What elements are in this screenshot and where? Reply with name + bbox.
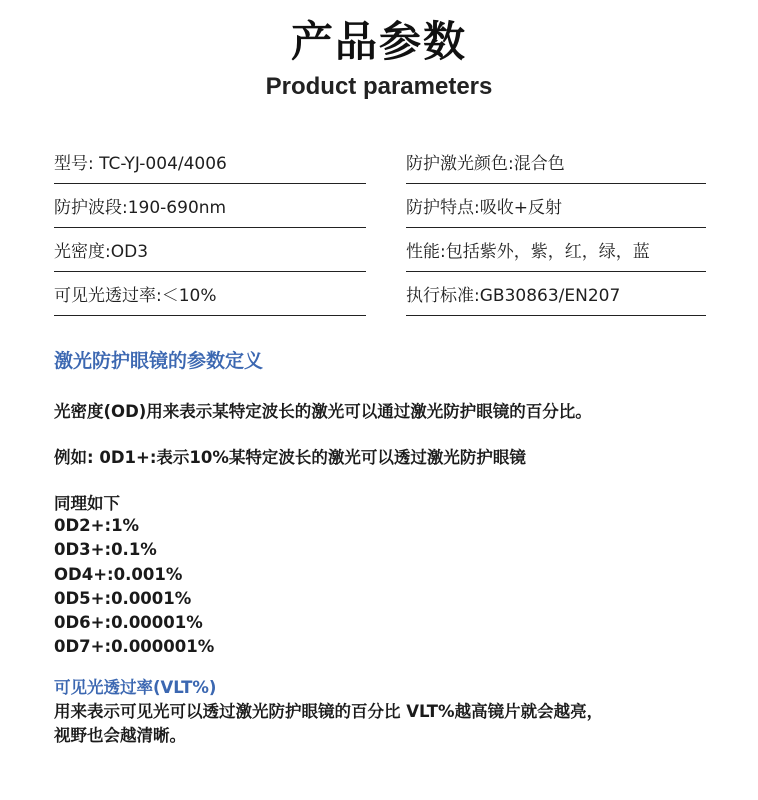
list-item: 0D2+:1% — [54, 516, 140, 535]
od-list — [54, 514, 214, 660]
param-performance: 性能:包括紫外，紫，红，绿，蓝 — [406, 228, 706, 272]
param-laser-color: 防护激光颜色:混合色 — [406, 140, 706, 184]
list-item: 0D6+:0.00001% — [54, 613, 203, 633]
vlt-heading: 可见光透过率(VLT%) — [54, 678, 217, 697]
page-header — [0, 14, 758, 102]
param-wavelength: 防护波段:190-690nm — [54, 184, 366, 228]
page-subtitle: Product parameters — [265, 73, 493, 100]
param-vlt: 可见光透过率:＜10% — [54, 272, 366, 316]
parameter-table — [54, 140, 706, 316]
param-model: 型号: TC-YJ-004/4006 — [54, 140, 366, 184]
vlt-description-line2: 视野也会越清晰。 — [54, 726, 186, 745]
list-item: 0D7+:0.000001% — [54, 637, 215, 657]
list-item: 0D3+:0.1% — [54, 540, 157, 560]
od-description: 光密度(OD)用来表示某特定波长的激光可以通过激光防护眼镜的百分比。 — [54, 402, 592, 421]
page-title: 产品参数 — [290, 17, 467, 66]
od-example: 例如: 0D1+:表示10%某特定波长的激光可以透过激光防护眼镜 — [54, 448, 526, 467]
param-protection-type: 防护特点:吸收+反射 — [406, 184, 706, 228]
list-item: 0D5+:0.0001% — [54, 588, 192, 608]
param-standard: 执行标准:GB30863/EN207 — [406, 272, 706, 316]
param-optical-density: 光密度:OD3 — [54, 228, 366, 272]
definition-heading: 激光防护眼镜的参数定义 — [54, 350, 264, 372]
same-intro: 同理如下 — [54, 494, 120, 513]
vlt-description-line1: 用来表示可见光可以透过激光防护眼镜的百分比 VLT%越高镜片就会越亮， — [54, 702, 604, 721]
list-item: OD4+:0.001% — [54, 564, 183, 584]
